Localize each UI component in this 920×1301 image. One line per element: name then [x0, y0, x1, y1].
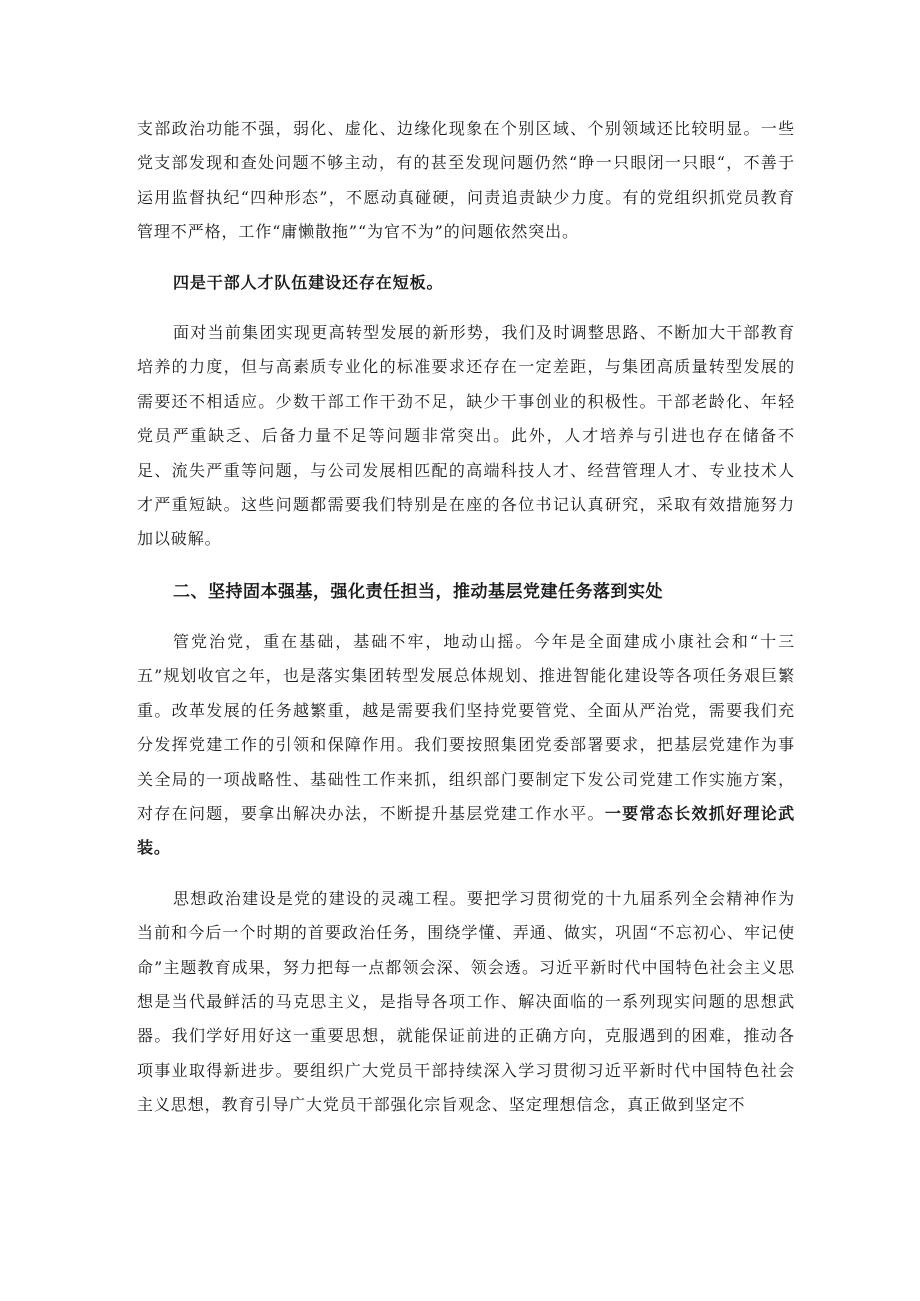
- paragraph-theory-armament-bold: 一要常态长效抓好理论武装。: [137, 803, 795, 858]
- paragraph-cadre-talent: 面对当前集团实现更高转型发展的新形势，我们及时调整思路、不断加大干部教育培养的力度，但与高素质专业化的标准要求还存在一定差距，与集团高质量转型发展的需要还不相适应。少数干部工作干劲不足，缺少干事创业的积极性。干部老龄化、年轻党员严重缺乏、后备力量不足等问题非常突出。此外，人才培养与引进也存在储备不足、流失严重等问题，与公司发展相匹配的高端科技人才、经营管理人才、专业技术人才严重短缺。这些问题都需要我们特别是在座的各位书记认真研究，采取有效措施努力加以破解。: [137, 323, 795, 549]
- paragraph-party-governance: [137, 625, 795, 866]
- subheading-cadre-talent: 四是干部人才队伍建设还存在短板。: [173, 272, 444, 292]
- document-body: [137, 112, 795, 1123]
- paragraph-party-branch-issues: 支部政治功能不强，弱化、虚化、边缘化现象在个别区域、个别领域还比较明显。一些党支部发现和查处问题不够主动，有的甚至发现问题仍然“睁一只眼闭一只眼“，不善于运用监督执纪“四种形态”，不愿动真碰硬，问责追责缺少力度。有的党组织抓党员教育管理不严格，工作“庸懒散拖”“为官不为”的问题依然突出。: [137, 119, 795, 242]
- section-heading-2: 二、坚持固本强基，强化责任担当，推动基层党建任务落到实处: [173, 581, 663, 602]
- paragraph-party-governance-text: 管党治党，重在基础，基础不牢，地动山摇。今年是全面建成小康社会和“十三五”规划收官之年，也是落实集团转型发展总体规划、推进智能化建设等各项任务艰巨繁重。改革发展的任务越繁重，越是需要我们坚持党要管党、全面从严治党，需要我们充分发挥党建工作的引领和保障作用。我们要按照集团党委部署要求，把基层党建作为事关全局的一项战略性、基础性工作来抓，组织部门要制定下发公司党建工作实施方案，对存在问题，要拿出解决办法，不断提升基层党建工作水平。: [137, 631, 795, 823]
- paragraph-ideological-building: 思想政治建设是党的建设的灵魂工程。要把学习贯彻党的十九届系列全会精神作为当前和今后一个时期的首要政治任务，围绕学懂、弄通、做实，巩固“不忘初心、牢记使命”主题教育成果，努力把每一点都领会深、领会透。习近平新时代中国特色社会主义思想是当代最鲜活的马克思主义，是指导各项工作、解决面临的一系列现实问题的思想武器。我们学好用好这一重要思想，就能保证前进的正确方向，克服遇到的困难，推动各项事业取得新进步。要组织广大党员干部持续深入学习贯彻习近平新时代中国特色社会主义思想，教育引导广大党员干部强化宗旨观念、坚定理想信念，真正做到坚定不: [137, 888, 795, 1115]
